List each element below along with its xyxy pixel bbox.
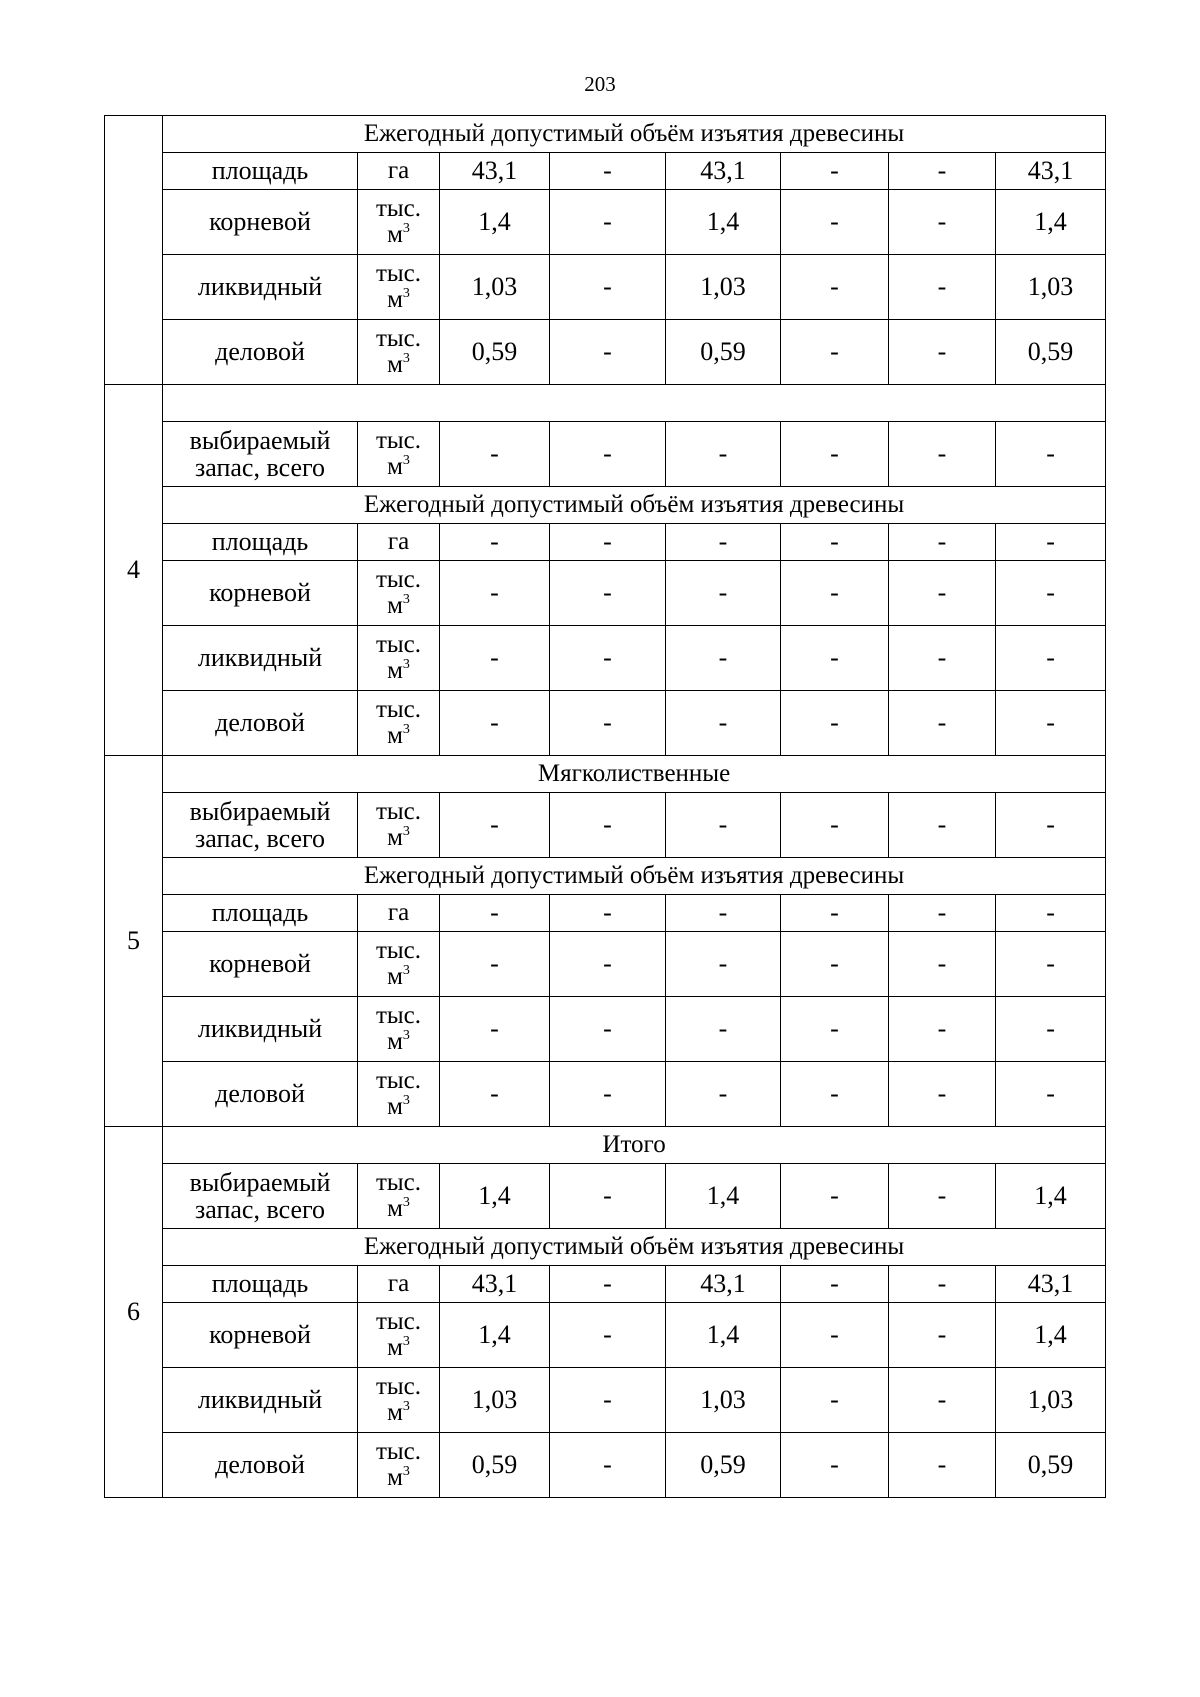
unit-hectare: га — [387, 898, 410, 926]
value-cell: - — [550, 895, 666, 932]
row-label: корневой — [163, 932, 358, 997]
unit-cubic-meter: м — [387, 963, 403, 990]
unit-cubic-meter: м — [387, 657, 403, 684]
row-label: ликвидный — [163, 997, 358, 1062]
value-cell: - — [889, 320, 996, 385]
value-cell: - — [550, 793, 666, 858]
value-cell: 1,4 — [996, 1303, 1106, 1368]
unit-thousand: тыс. — [375, 426, 422, 454]
value-cell: - — [889, 1433, 996, 1498]
value-cell: - — [550, 691, 666, 756]
section-title: Ежегодный допустимый объём изъятия древесины — [163, 116, 1106, 153]
unit-cell — [358, 932, 440, 997]
unit-cell — [358, 190, 440, 255]
value-cell: - — [440, 932, 550, 997]
unit-thousand: тыс. — [375, 1168, 422, 1196]
row-group-number — [105, 116, 163, 385]
value-cell: - — [996, 932, 1106, 997]
section-header-row — [105, 1127, 1106, 1164]
value-cell: 1,4 — [440, 1303, 550, 1368]
table-row — [105, 626, 1106, 691]
value-cell: - — [996, 422, 1106, 487]
value-cell: - — [550, 1062, 666, 1127]
section-header-row — [105, 487, 1106, 524]
unit-cell — [358, 1303, 440, 1368]
unit-cell — [358, 524, 440, 561]
value-cell: 1,03 — [666, 255, 781, 320]
value-cell: - — [440, 422, 550, 487]
table-row — [105, 190, 1106, 255]
unit-cubic-meter: м — [387, 1195, 403, 1222]
unit-cubic-meter: м — [387, 1093, 403, 1120]
table-row — [105, 997, 1106, 1062]
row-group-number: 6 — [105, 1127, 163, 1498]
unit-hectare: га — [387, 527, 410, 555]
value-cell: - — [550, 932, 666, 997]
row-label: выбираемый запас, всего — [163, 793, 358, 858]
row-label: выбираемый запас, всего — [163, 1164, 358, 1229]
value-cell: - — [550, 422, 666, 487]
value-cell: - — [781, 932, 889, 997]
value-cell: - — [781, 691, 889, 756]
value-cell: - — [550, 524, 666, 561]
section-title: Мягколиственные — [163, 756, 1106, 793]
unit-cell — [358, 691, 440, 756]
value-cell: - — [781, 793, 889, 858]
value-cell: 1,03 — [440, 255, 550, 320]
value-cell: 1,4 — [440, 1164, 550, 1229]
value-cell: - — [889, 691, 996, 756]
unit-thousand: тыс. — [375, 1066, 422, 1094]
value-cell: - — [781, 524, 889, 561]
value-cell: - — [666, 524, 781, 561]
unit-thousand: тыс. — [375, 695, 422, 723]
value-cell: - — [781, 626, 889, 691]
row-label: площадь — [163, 895, 358, 932]
unit-exponent: 3 — [402, 221, 410, 236]
section-header-row — [105, 385, 1106, 422]
value-cell: - — [666, 895, 781, 932]
value-cell: 0,59 — [440, 1433, 550, 1498]
value-cell: - — [781, 561, 889, 626]
unit-thousand: тыс. — [375, 936, 422, 964]
table-row — [105, 793, 1106, 858]
value-cell: - — [550, 1266, 666, 1303]
unit-exponent: 3 — [402, 1195, 410, 1210]
unit-exponent: 3 — [402, 1464, 410, 1479]
section-title: Итого — [163, 1127, 1106, 1164]
unit-hectare: га — [387, 1269, 410, 1297]
table-row — [105, 895, 1106, 932]
value-cell: - — [889, 561, 996, 626]
row-label: выбираемый запас, всего — [163, 422, 358, 487]
table-row — [105, 153, 1106, 190]
section-title — [163, 385, 1106, 422]
value-cell: - — [550, 320, 666, 385]
unit-cell — [358, 997, 440, 1062]
value-cell: - — [781, 895, 889, 932]
unit-cubic-meter: м — [387, 351, 403, 378]
table-row — [105, 691, 1106, 756]
unit-cubic-meter: м — [387, 286, 403, 313]
row-group-number: 4 — [105, 385, 163, 756]
value-cell: 0,59 — [440, 320, 550, 385]
unit-exponent: 3 — [402, 824, 410, 839]
unit-thousand: тыс. — [375, 797, 422, 825]
unit-thousand: тыс. — [375, 630, 422, 658]
unit-exponent: 3 — [402, 592, 410, 607]
value-cell: - — [996, 1062, 1106, 1127]
row-label: деловой — [163, 1433, 358, 1498]
row-label: деловой — [163, 320, 358, 385]
value-cell: - — [781, 1266, 889, 1303]
value-cell: - — [666, 793, 781, 858]
unit-thousand: тыс. — [375, 259, 422, 287]
row-label: ликвидный — [163, 1368, 358, 1433]
value-cell: - — [889, 793, 996, 858]
section-header-row — [105, 1229, 1106, 1266]
value-cell: - — [889, 626, 996, 691]
value-cell: 1,4 — [666, 190, 781, 255]
row-label: корневой — [163, 1303, 358, 1368]
unit-hectare: га — [387, 156, 410, 184]
value-cell: - — [550, 255, 666, 320]
section-title: Ежегодный допустимый объём изъятия древесины — [163, 858, 1106, 895]
unit-cubic-meter: м — [387, 1464, 403, 1491]
value-cell: 43,1 — [440, 1266, 550, 1303]
unit-exponent: 3 — [402, 286, 410, 301]
value-cell: - — [550, 997, 666, 1062]
unit-cubic-meter: м — [387, 824, 403, 851]
table-row — [105, 255, 1106, 320]
value-cell: - — [889, 1164, 996, 1229]
unit-cell — [358, 255, 440, 320]
value-cell: - — [550, 190, 666, 255]
value-cell: 0,59 — [666, 320, 781, 385]
value-cell: - — [440, 793, 550, 858]
value-cell: - — [996, 524, 1106, 561]
section-title: Ежегодный допустимый объём изъятия древесины — [163, 1229, 1106, 1266]
value-cell: - — [781, 1062, 889, 1127]
page-number: 203 — [584, 72, 616, 96]
row-label: площадь — [163, 1266, 358, 1303]
value-cell: - — [440, 1062, 550, 1127]
unit-cell — [358, 153, 440, 190]
value-cell: 1,4 — [996, 1164, 1106, 1229]
unit-cubic-meter: м — [387, 1028, 403, 1055]
value-cell: 43,1 — [996, 1266, 1106, 1303]
value-cell: - — [550, 1433, 666, 1498]
value-cell: - — [889, 422, 996, 487]
unit-cell — [358, 793, 440, 858]
value-cell: - — [781, 320, 889, 385]
value-cell: - — [550, 1368, 666, 1433]
unit-exponent: 3 — [402, 963, 410, 978]
value-cell: - — [781, 1164, 889, 1229]
row-group-number: 5 — [105, 756, 163, 1127]
unit-thousand: тыс. — [375, 324, 422, 352]
value-cell: - — [550, 1164, 666, 1229]
row-label: ликвидный — [163, 626, 358, 691]
unit-cell — [358, 561, 440, 626]
value-cell: 1,4 — [666, 1164, 781, 1229]
unit-exponent: 3 — [402, 453, 410, 468]
unit-cubic-meter: м — [387, 221, 403, 248]
unit-thousand: тыс. — [375, 1001, 422, 1029]
value-cell: - — [781, 422, 889, 487]
value-cell: - — [889, 1062, 996, 1127]
value-cell: 43,1 — [666, 153, 781, 190]
value-cell: - — [666, 1062, 781, 1127]
unit-exponent: 3 — [402, 722, 410, 737]
value-cell: 1,03 — [996, 255, 1106, 320]
section-header-row — [105, 756, 1106, 793]
value-cell: - — [889, 1266, 996, 1303]
table-row — [105, 561, 1106, 626]
value-cell: - — [996, 895, 1106, 932]
unit-thousand: тыс. — [375, 565, 422, 593]
value-cell: - — [996, 626, 1106, 691]
value-cell: - — [889, 255, 996, 320]
unit-cell — [358, 895, 440, 932]
value-cell: 43,1 — [440, 153, 550, 190]
value-cell: - — [781, 997, 889, 1062]
value-cell: - — [666, 561, 781, 626]
unit-cell — [358, 1164, 440, 1229]
value-cell: - — [889, 190, 996, 255]
value-cell: 0,59 — [996, 1433, 1106, 1498]
value-cell: - — [781, 1303, 889, 1368]
row-label: деловой — [163, 691, 358, 756]
value-cell: - — [666, 422, 781, 487]
value-cell: - — [440, 997, 550, 1062]
value-cell: - — [440, 524, 550, 561]
value-cell: - — [550, 561, 666, 626]
value-cell: 1,4 — [996, 190, 1106, 255]
value-cell: 1,03 — [996, 1368, 1106, 1433]
unit-exponent: 3 — [402, 1028, 410, 1043]
value-cell: - — [889, 153, 996, 190]
harvest-volume-table — [104, 115, 1106, 1498]
unit-cubic-meter: м — [387, 1399, 403, 1426]
section-title: Ежегодный допустимый объём изъятия древесины — [163, 487, 1106, 524]
section-header-row — [105, 858, 1106, 895]
value-cell: - — [781, 1368, 889, 1433]
value-cell: - — [996, 793, 1106, 858]
row-label: площадь — [163, 153, 358, 190]
section-header-row — [105, 116, 1106, 153]
value-cell: - — [781, 255, 889, 320]
value-cell: 1,4 — [440, 190, 550, 255]
unit-cell — [358, 422, 440, 487]
table-row — [105, 524, 1106, 561]
value-cell: - — [889, 1368, 996, 1433]
value-cell: - — [666, 626, 781, 691]
value-cell: - — [996, 561, 1106, 626]
value-cell: 43,1 — [666, 1266, 781, 1303]
value-cell: - — [666, 997, 781, 1062]
table-row — [105, 320, 1106, 385]
value-cell: 1,03 — [666, 1368, 781, 1433]
unit-cell — [358, 1368, 440, 1433]
unit-cubic-meter: м — [387, 1334, 403, 1361]
table-row — [105, 932, 1106, 997]
unit-thousand: тыс. — [375, 1372, 422, 1400]
value-cell: - — [440, 561, 550, 626]
unit-cell — [358, 320, 440, 385]
value-cell: - — [666, 691, 781, 756]
unit-cubic-meter: м — [387, 592, 403, 619]
value-cell: 0,59 — [996, 320, 1106, 385]
value-cell: - — [440, 691, 550, 756]
value-cell: - — [889, 997, 996, 1062]
value-cell: - — [781, 1433, 889, 1498]
unit-thousand: тыс. — [375, 1307, 422, 1335]
unit-exponent: 3 — [402, 1093, 410, 1108]
value-cell: - — [550, 626, 666, 691]
value-cell: 1,4 — [666, 1303, 781, 1368]
unit-exponent: 3 — [402, 1399, 410, 1414]
unit-exponent: 3 — [402, 351, 410, 366]
value-cell: 1,03 — [440, 1368, 550, 1433]
value-cell: - — [889, 1303, 996, 1368]
table-row — [105, 422, 1106, 487]
unit-exponent: 3 — [402, 657, 410, 672]
value-cell: - — [781, 153, 889, 190]
table-row — [105, 1303, 1106, 1368]
row-label: корневой — [163, 190, 358, 255]
value-cell: - — [440, 626, 550, 691]
table-row — [105, 1164, 1106, 1229]
value-cell: - — [666, 932, 781, 997]
value-cell: - — [889, 895, 996, 932]
table-row — [105, 1433, 1106, 1498]
table-row — [105, 1062, 1106, 1127]
value-cell: - — [440, 895, 550, 932]
unit-cubic-meter: м — [387, 722, 403, 749]
value-cell: - — [889, 524, 996, 561]
unit-cell — [358, 1062, 440, 1127]
unit-cell — [358, 1433, 440, 1498]
value-cell: 0,59 — [666, 1433, 781, 1498]
value-cell: 43,1 — [996, 153, 1106, 190]
row-label: ликвидный — [163, 255, 358, 320]
value-cell: - — [550, 1303, 666, 1368]
unit-thousand: тыс. — [375, 194, 422, 222]
unit-thousand: тыс. — [375, 1437, 422, 1465]
table-row — [105, 1368, 1106, 1433]
value-cell: - — [996, 997, 1106, 1062]
row-label: корневой — [163, 561, 358, 626]
unit-cell — [358, 1266, 440, 1303]
value-cell: - — [781, 190, 889, 255]
unit-cell — [358, 626, 440, 691]
row-label: деловой — [163, 1062, 358, 1127]
value-cell: - — [550, 153, 666, 190]
unit-exponent: 3 — [402, 1334, 410, 1349]
value-cell: - — [996, 691, 1106, 756]
value-cell: - — [889, 932, 996, 997]
table-row — [105, 1266, 1106, 1303]
row-label: площадь — [163, 524, 358, 561]
unit-cubic-meter: м — [387, 453, 403, 480]
